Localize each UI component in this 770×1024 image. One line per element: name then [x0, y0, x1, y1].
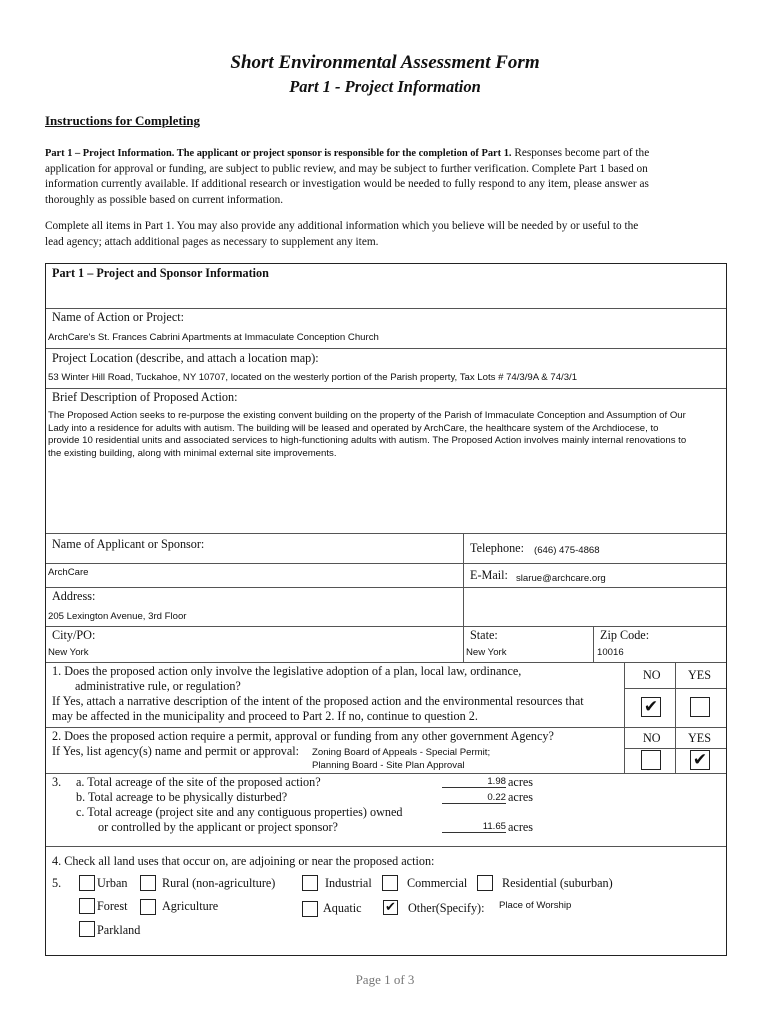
form-subtitle: Part 1 - Project Information — [289, 77, 481, 96]
instructions-paragraph-2: Complete all items in Part 1. You may also provide any additional information which you believe will be needed by or useful to the lead agency; attach additional pages as necessary to supplement any item. — [45, 220, 639, 248]
q5-number: 5. — [52, 876, 62, 890]
industrial-checkbox[interactable] — [302, 875, 318, 891]
email-label: E-Mail: — [470, 568, 508, 582]
q3a-acreage-field[interactable]: 1.98 — [442, 776, 506, 788]
q1-text-line3: If Yes, attach a narrative description of the intent of the proposed action and the environmental resources that — [52, 694, 584, 708]
section-title: Part 1 – Project and Sponsor Information — [52, 266, 269, 280]
instructions-paragraph-1: Part 1 – Project Information. The applicant or project sponsor is responsible for the completion of Part 1. Responses become part of the application for approval or funding, are subject to public review, and may be subject to further verification. Complete Part 1 based on information currently available. If additional research or investigation would be needed to fully respond to any item, please answer as thoroughly as possible based on current information. — [45, 147, 650, 206]
name-of-action-label: Name of Action or Project: — [52, 310, 184, 324]
description-label: Brief Description of Proposed Action: — [52, 390, 238, 404]
urban-label: Urban — [97, 876, 128, 890]
q3a-label: a. Total acreage of the site of the proposed action? — [76, 775, 321, 789]
address-field[interactable]: 205 Lexington Avenue, 3rd Floor — [48, 611, 187, 622]
q1-yes-checkbox[interactable] — [690, 697, 710, 717]
email-field[interactable]: slarue@archcare.org — [516, 573, 606, 584]
state-field[interactable]: New York — [466, 647, 507, 658]
q2-agency-field[interactable]: Zoning Board of Appeals - Special Permit; Planning Board - Site Plan Approval — [312, 747, 491, 771]
rural-label: Rural (non-agriculture) — [162, 876, 276, 890]
parkland-label: Parkland — [97, 923, 141, 937]
q3b-acreage-field[interactable]: 0.22 — [442, 792, 506, 804]
city-label: City/PO: — [52, 628, 96, 642]
commercial-checkbox[interactable] — [382, 875, 398, 891]
address-label: Address: — [52, 589, 96, 603]
residential-label: Residential (suburban) — [502, 876, 613, 890]
urban-checkbox[interactable] — [79, 875, 95, 891]
project-location-label: Project Location (describe, and attach a location map): — [52, 351, 319, 365]
aquatic-checkbox[interactable] — [302, 901, 318, 917]
commercial-label: Commercial — [407, 876, 468, 890]
applicant-field[interactable]: ArchCare — [48, 567, 89, 578]
other-specify-field[interactable]: Place of Worship — [499, 900, 572, 911]
other-checkbox[interactable]: ✔ — [383, 900, 398, 915]
form-frame — [45, 263, 727, 956]
parkland-checkbox[interactable] — [79, 921, 95, 937]
q3c-label-line1: c. Total acreage (project site and any contiguous properties) owned — [76, 805, 403, 819]
name-of-action-field[interactable]: ArchCare's St. Frances Cabrini Apartments at Immaculate Conception Church — [48, 332, 379, 343]
description-field[interactable]: The Proposed Action seeks to re-purpose the existing convent building on the property of the Parish of Immaculate Conception and Assumption of Our Lady into a residence for adults with autism. The building will be leased and operated by ArchCare, the healthcare system of the Archdiocese, to provide 10 residential units and associated services to high-functioning adults with autism. The Proposed Action involves mainly internal renovations to the existing building, along with minimal external site improvements. — [48, 410, 687, 459]
telephone-label: Telephone: — [470, 541, 524, 555]
zip-field[interactable]: 10016 — [597, 647, 624, 658]
q2-yes-checkbox[interactable]: ✔ — [690, 750, 710, 770]
industrial-label: Industrial — [325, 876, 372, 890]
agriculture-checkbox[interactable] — [140, 899, 156, 915]
q2-no-label: NO — [643, 731, 661, 745]
q1-no-label: NO — [643, 668, 661, 682]
q3b-label: b. Total acreage to be physically disturbed? — [76, 790, 288, 804]
state-label: State: — [470, 628, 498, 642]
telephone-field[interactable]: (646) 475-4868 — [534, 545, 600, 556]
q3-number: 3. — [52, 775, 62, 789]
residential-checkbox[interactable] — [477, 875, 493, 891]
q1-text-line1: 1. Does the proposed action only involve the legislative adoption of a plan, local law, ordinance, — [52, 664, 522, 678]
q1-text-line4: may be affected in the municipality and proceed to Part 2. If no, continue to question 2. — [52, 709, 478, 723]
project-location-field[interactable]: 53 Winter Hill Road, Tuckahoe, NY 10707, located on the westerly portion of the Parish property, Tax Lots # 74/3/9A & 74/3/1 — [48, 372, 578, 383]
zip-label: Zip Code: — [600, 628, 650, 642]
q3c-label-line2: or controlled by the applicant or project sponsor? — [98, 820, 338, 834]
form-title: Short Environmental Assessment Form — [230, 52, 540, 73]
applicant-label: Name of Applicant or Sponsor: — [52, 537, 205, 551]
other-label: Other(Specify): — [408, 901, 485, 915]
rural-checkbox[interactable] — [140, 875, 156, 891]
q2-text-line1: 2. Does the proposed action require a permit, approval or funding from any other government Agency? — [52, 729, 554, 743]
page-number: Page 1 of 3 — [355, 972, 415, 987]
q2-yes-label: YES — [688, 731, 712, 745]
q1-no-checkbox[interactable]: ✔ — [641, 697, 661, 717]
q3c-acreage-field[interactable]: 11.65 — [442, 821, 506, 833]
q2-text-line2: If Yes, list agency(s) name and permit or approval: — [52, 744, 300, 758]
q4-text: 4. Check all land uses that occur on, are adjoining or near the proposed action: — [52, 854, 435, 868]
q1-text-line2: administrative rule, or regulation? — [75, 679, 241, 693]
q2-no-checkbox[interactable] — [641, 750, 661, 770]
instructions-bold-lead: Part 1 – Project Information. The applicant or project sponsor is responsible for the completion of Part 1. — [45, 148, 512, 159]
forest-checkbox[interactable] — [79, 898, 95, 914]
aquatic-label: Aquatic — [323, 901, 362, 915]
forest-label: Forest — [97, 899, 128, 913]
agriculture-label: Agriculture — [162, 899, 219, 913]
q1-yes-label: YES — [688, 668, 712, 682]
instructions-heading: Instructions for Completing — [45, 113, 201, 128]
city-field[interactable]: New York — [48, 647, 89, 658]
